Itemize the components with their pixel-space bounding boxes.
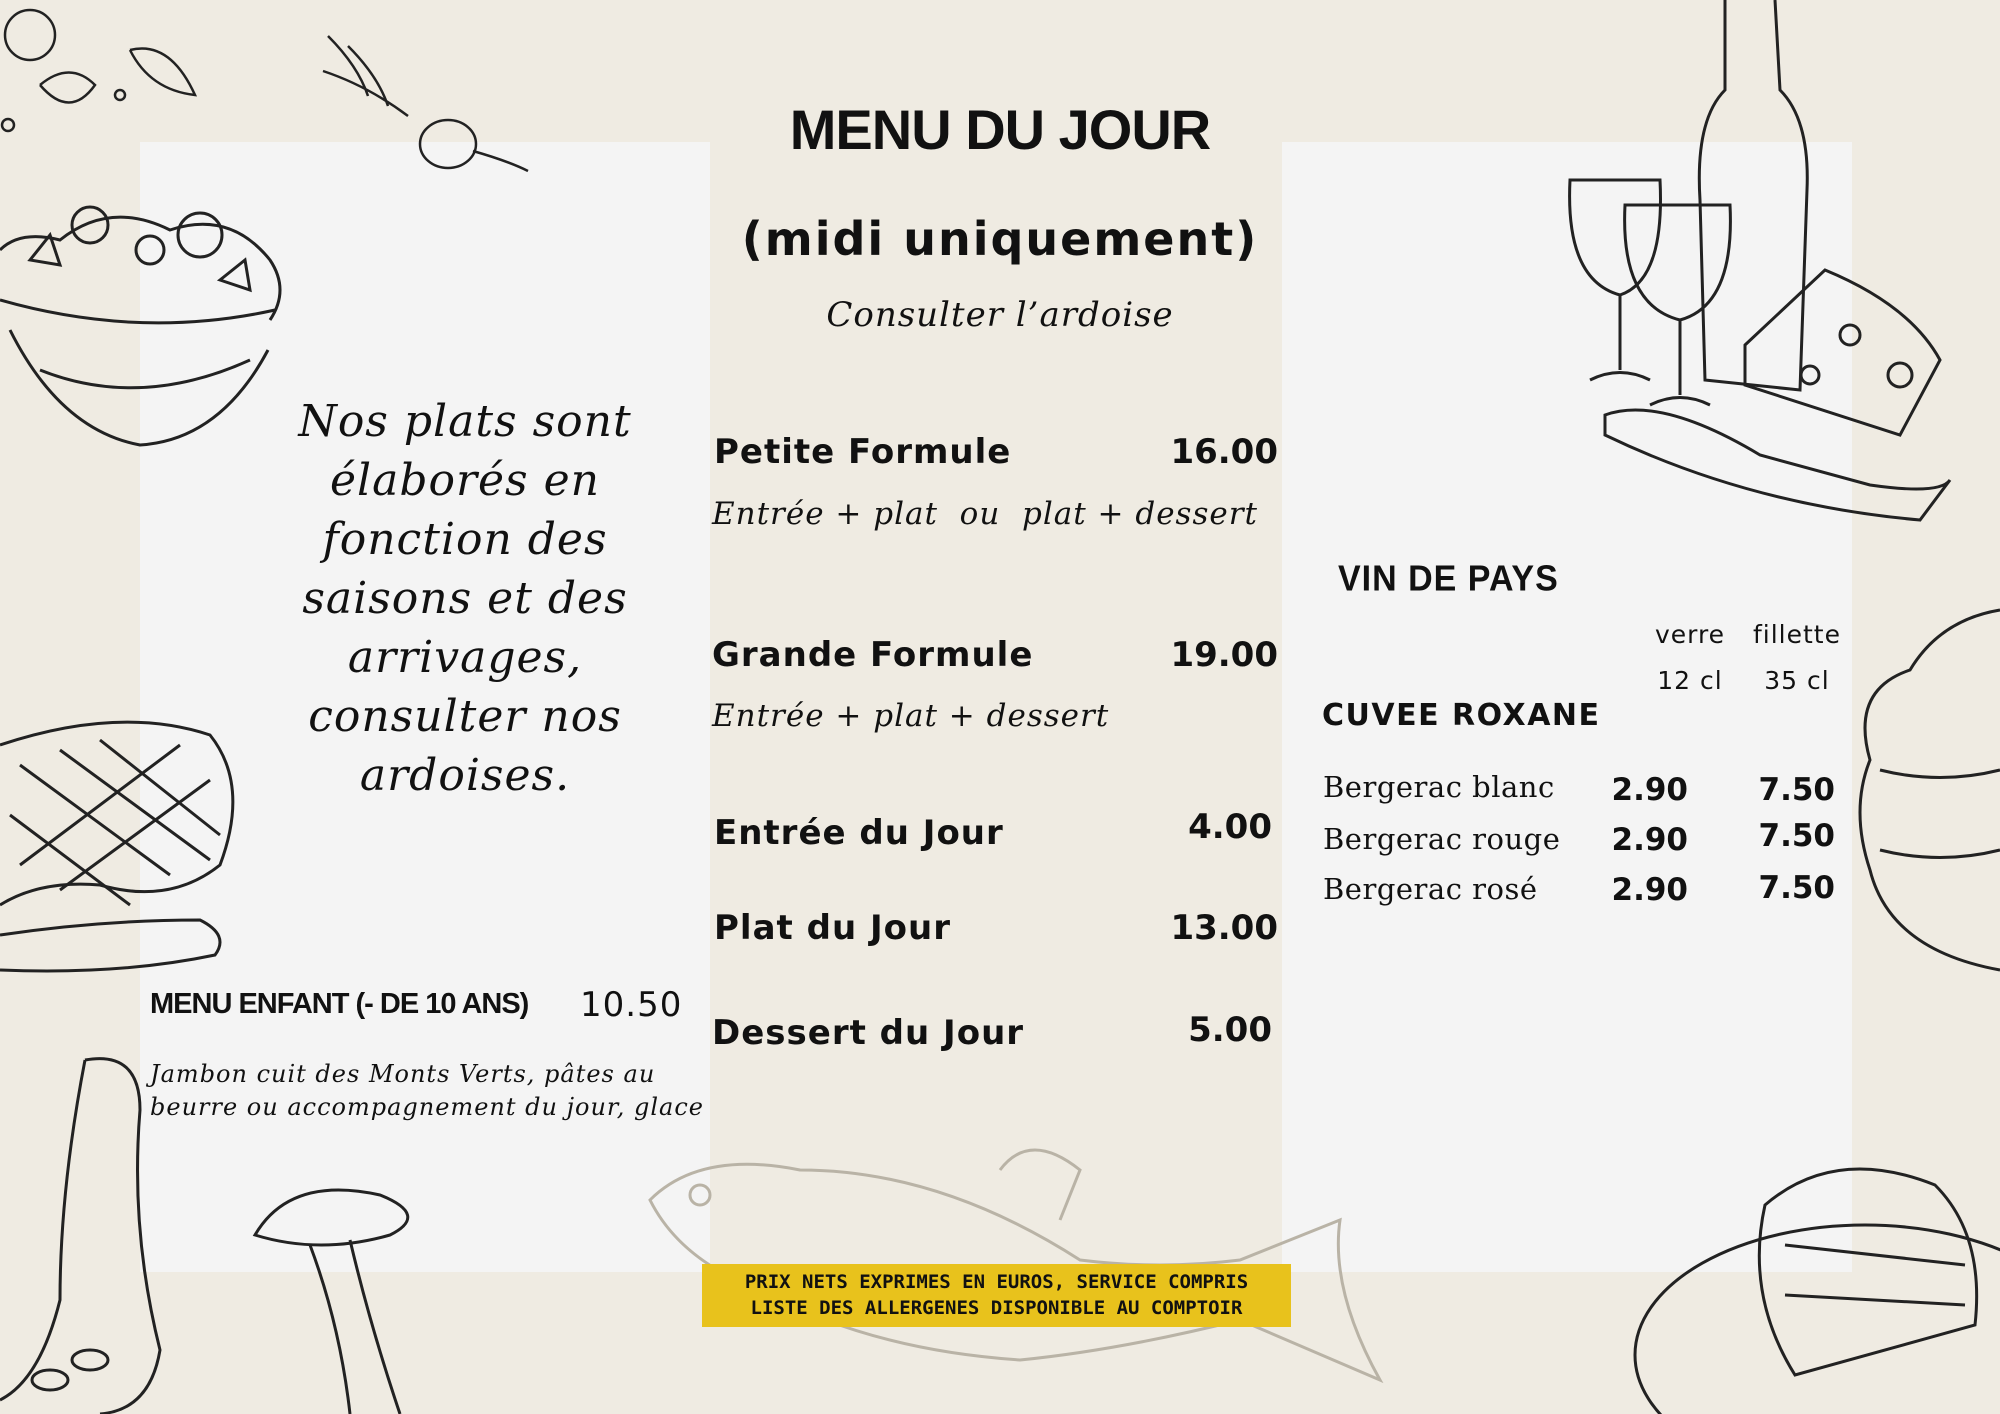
- formula-name: Entrée du Jour: [714, 813, 1004, 853]
- kids-menu-title: MENU ENFANT (- DE 10 ANS): [150, 988, 529, 1020]
- formula-price: 19.00: [1170, 635, 1278, 675]
- wine-col-unit: 35 cl: [1764, 666, 1830, 695]
- formula-name: Plat du Jour: [714, 908, 951, 948]
- formula-desc: Entrée + plat + dessert: [712, 698, 1110, 734]
- kids-menu-desc: Jambon cuit des Monts Verts, pâtes au beurre ou accompagnement du jour, glace: [150, 1060, 705, 1121]
- wine-row-fillette: 7.50: [1758, 818, 1835, 854]
- wine-row-name: Bergerac rosé: [1323, 872, 1538, 906]
- wine-row-fillette: 7.50: [1758, 870, 1835, 906]
- formula-price: 13.00: [1170, 908, 1278, 948]
- menu-subtitle: (midi uniquement): [741, 212, 1259, 266]
- footer-line: LISTE DES ALLERGENES DISPONIBLE AU COMPTOIR: [750, 1297, 1243, 1319]
- footer-line: PRIX NETS EXPRIMES EN EUROS, SERVICE COMPRIS: [744, 1271, 1249, 1293]
- formula-desc: Entrée + plat ou plat + dessert: [712, 496, 1258, 532]
- wine-col-unit: 12 cl: [1657, 666, 1723, 695]
- formula-name: Dessert du Jour: [712, 1013, 1025, 1053]
- wine-col-label: fillette: [1752, 620, 1841, 649]
- footer-notice: [702, 1264, 1291, 1327]
- formula-price: 5.00: [1188, 1010, 1272, 1050]
- wine-col-label: verre: [1654, 620, 1726, 649]
- wine-row-fillette: 7.50: [1758, 772, 1835, 808]
- mushroom-icon: [250, 1185, 450, 1414]
- fish-icon: [640, 1130, 1420, 1390]
- menu-note: Consulter l’ardoise: [826, 295, 1174, 335]
- wine-title: VIN DE PAYS: [1338, 559, 1559, 599]
- wine-row-glass: 2.90: [1611, 772, 1688, 808]
- intro-text: Nos plats sont élaborés en fonction des saisons et des arrivages, consulter nos ardoises.: [298, 396, 632, 801]
- bread-icon: [1850, 610, 2000, 980]
- kids-menu-price: 10.50: [580, 985, 683, 1025]
- wine-row-glass: 2.90: [1611, 872, 1688, 908]
- pie-icon: [1635, 1145, 2000, 1414]
- steak-icon: [0, 705, 250, 975]
- formula-name: Grande Formule: [712, 635, 1034, 675]
- formula-name: Petite Formule: [714, 432, 1012, 472]
- wine-row-glass: 2.90: [1611, 822, 1688, 858]
- wine-cuvee: CUVEE ROXANE: [1322, 698, 1601, 733]
- wine-row-name: Bergerac blanc: [1323, 770, 1555, 804]
- wine-row-name: Bergerac rouge: [1323, 822, 1561, 856]
- menu-title: MENU DU JOUR: [789, 98, 1211, 161]
- formula-price: 16.00: [1170, 432, 1278, 472]
- formula-price: 4.00: [1188, 807, 1272, 847]
